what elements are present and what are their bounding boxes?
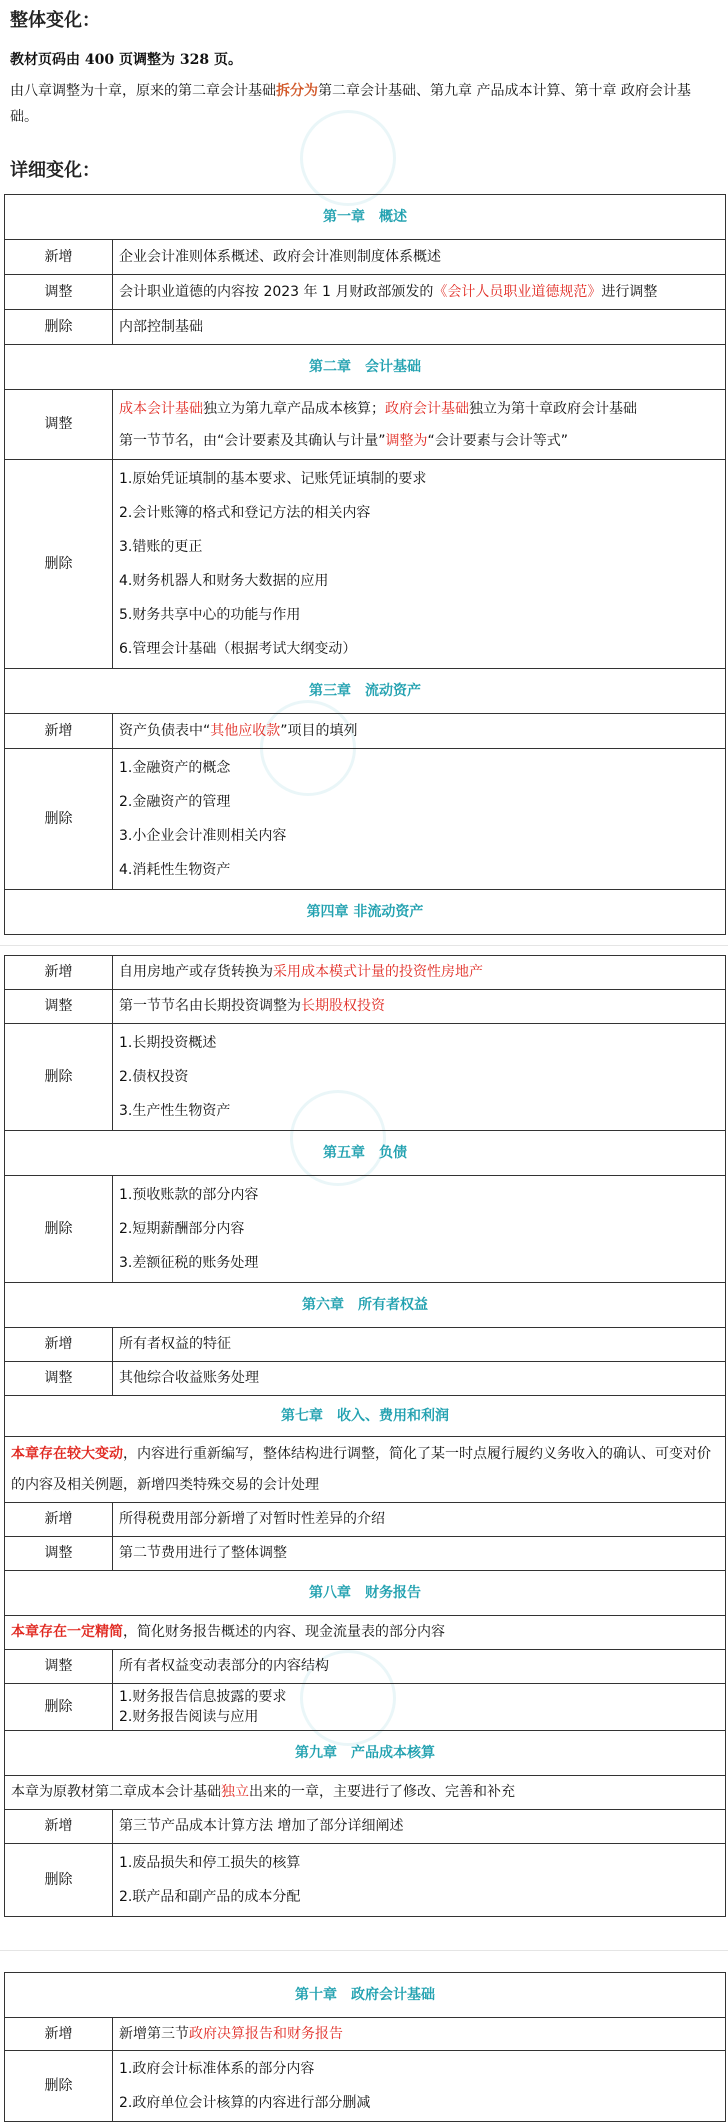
list-item: 3.差额征税的账务处理 — [119, 1255, 259, 1271]
label-delete: 删除 — [5, 1844, 113, 1917]
label-delete: 删除 — [5, 460, 113, 669]
list-item: 1.预收账款的部分内容 — [119, 1187, 259, 1203]
list-item: 3.错账的更正 — [119, 539, 203, 555]
text: 第一节节名，由“会计要素及其确认与计量” — [119, 432, 386, 449]
c7-adjust: 第二节费用进行了整体调整 — [113, 1537, 726, 1571]
heading-detail: 详细变化： — [10, 160, 100, 181]
page-break — [0, 945, 728, 946]
c2-adjust — [113, 390, 726, 460]
highlight: 采用成本模式计量的投资性房地产 — [273, 964, 483, 980]
change-table-1 — [4, 194, 726, 935]
text: ，简化财务报告概述的内容、现金流量表的部分内容 — [123, 1624, 445, 1640]
label-adjust: 调整 — [5, 1537, 113, 1571]
c4-delete-list — [113, 1024, 726, 1131]
c1-adjust — [113, 275, 726, 310]
label-add: 新增 — [5, 2018, 113, 2051]
list-item: 2.财务报告阅读与应用 — [119, 1709, 259, 1725]
label-adjust: 调整 — [5, 275, 113, 310]
list-item: 1.政府会计标准体系的部分内容 — [119, 2061, 315, 2077]
chapter-6-title: 第六章 所有者权益 — [5, 1283, 726, 1328]
chapter-9-title: 第九章 产品成本核算 — [5, 1731, 726, 1776]
chapter-10-title: 第十章 政府会计基础 — [5, 1973, 726, 2018]
list-item: 2.政府单位会计核算的内容进行部分删减 — [119, 2095, 371, 2111]
highlight: 拆分为 — [276, 83, 318, 99]
c8-note — [5, 1616, 726, 1650]
c4-add — [113, 956, 726, 990]
list-item: 1.长期投资概述 — [119, 1035, 217, 1051]
change-table-3 — [4, 1972, 726, 2122]
label-add: 新增 — [5, 714, 113, 749]
c9-note — [5, 1776, 726, 1810]
list-item: 5.财务共享中心的功能与作用 — [119, 607, 301, 623]
c9-add: 第三节产品成本计算方法 增加了部分详细阐述 — [113, 1810, 726, 1844]
list-item: 2.会计账簿的格式和登记方法的相关内容 — [119, 505, 371, 521]
list-item: 2.短期薪酬部分内容 — [119, 1221, 245, 1237]
pages-line: 教材页码由 400 页调整为 328 页。 — [10, 52, 242, 68]
highlight: 调整为 — [385, 432, 428, 449]
label-add: 新增 — [5, 240, 113, 275]
text: 进行调整 — [601, 283, 658, 300]
label-add: 新增 — [5, 1328, 113, 1362]
heading-overall: 整体变化： — [10, 10, 100, 31]
highlight: 《会计人员职业道德规范》 — [433, 283, 602, 300]
label-delete: 删除 — [5, 1024, 113, 1131]
text: ”项目的填列 — [280, 722, 358, 739]
c7-add: 所得税费用部分新增了对暂时性差异的介绍 — [113, 1503, 726, 1537]
text: 新增第三节 — [119, 2025, 189, 2042]
list-item: 4.财务机器人和财务大数据的应用 — [119, 573, 329, 589]
label-adjust: 调整 — [5, 1362, 113, 1396]
text: 独立为第九章产品成本核算； — [203, 400, 385, 417]
highlight: 长期股权投资 — [301, 998, 385, 1014]
chapter-2-title: 第二章 会计基础 — [5, 345, 726, 390]
c3-delete-list — [113, 749, 726, 890]
label-delete: 删除 — [5, 1684, 113, 1731]
list-item: 1.废品损失和停工损失的核算 — [119, 1855, 301, 1871]
chapter-5-title: 第五章 负债 — [5, 1131, 726, 1176]
chapter-4-title: 第四章 非流动资产 — [5, 890, 726, 935]
list-item: 2.联产品和副产品的成本分配 — [119, 1889, 301, 1905]
text: 由八章调整为十章，原来的第二章会计基础 — [10, 83, 276, 99]
chapter-1-title: 第一章 概述 — [5, 195, 726, 240]
text: 本章为原教材第二章成本会计基础 — [11, 1784, 221, 1800]
highlight: 独立 — [221, 1784, 249, 1800]
text: 会计职业道德的内容按 2023 年 1 月财政部颁发的 — [119, 283, 434, 300]
change-table-2 — [4, 955, 726, 1917]
text: 资产负债表中“ — [119, 722, 211, 739]
c5-delete-list — [113, 1176, 726, 1283]
highlight: 政府会计基础 — [385, 400, 469, 417]
list-item: 1.原始凭证填制的基本要求、记账凭证填制的要求 — [119, 471, 427, 487]
highlight: 本章存在一定精简 — [11, 1624, 123, 1640]
c6-adjust: 其他综合收益账务处理 — [113, 1362, 726, 1396]
list-item: 6.管理会计基础（根据考试大纲变动） — [119, 641, 357, 657]
list-item: 4.消耗性生物资产 — [119, 862, 231, 878]
label-adjust: 调整 — [5, 990, 113, 1024]
c9-delete-list — [113, 1844, 726, 1917]
text: 第一节节名由长期投资调整为 — [119, 998, 301, 1014]
list-item: 2.金融资产的管理 — [119, 794, 231, 810]
c7-note — [5, 1437, 726, 1503]
highlight: 其他应收款 — [210, 722, 281, 739]
c2-delete-list — [113, 460, 726, 669]
c10-delete-list — [113, 2051, 726, 2122]
text: 自用房地产或存货转换为 — [119, 964, 273, 980]
label-delete: 删除 — [5, 1176, 113, 1283]
chapter-8-title: 第八章 财务报告 — [5, 1571, 726, 1616]
label-adjust: 调整 — [5, 1650, 113, 1684]
label-add: 新增 — [5, 1503, 113, 1537]
c8-delete-list — [113, 1684, 726, 1731]
page-break — [0, 1950, 728, 1951]
highlight: 政府决算报告和财务报告 — [189, 2025, 343, 2042]
c8-adjust: 所有者权益变动表部分的内容结构 — [113, 1650, 726, 1684]
list-item: 2.债权投资 — [119, 1069, 189, 1085]
list-item: 3.生产性生物资产 — [119, 1103, 231, 1119]
c10-add — [113, 2018, 726, 2051]
label-delete: 删除 — [5, 310, 113, 345]
c6-add: 所有者权益的特征 — [113, 1328, 726, 1362]
highlight: 本章存在较大变动 — [11, 1445, 123, 1462]
c1-add: 企业会计准则体系概述、政府会计准则制度体系概述 — [113, 240, 726, 275]
label-delete: 删除 — [5, 749, 113, 890]
text: “会计要素与会计等式” — [427, 432, 569, 449]
list-item: 1.财务报告信息披露的要求 — [119, 1689, 287, 1705]
c4-adjust — [113, 990, 726, 1024]
label-add: 新增 — [5, 1810, 113, 1844]
text: 第二章会计基础、第九章 产品成本计算、第十章 政府会计基础。 — [10, 83, 691, 125]
chapter-7-title: 第七章 收入、费用和利润 — [5, 1396, 726, 1437]
c1-delete: 内部控制基础 — [113, 310, 726, 345]
label-delete: 删除 — [5, 2051, 113, 2122]
chapters-line — [10, 78, 718, 130]
label-adjust: 调整 — [5, 390, 113, 460]
highlight: 成本会计基础 — [119, 400, 203, 417]
text: 出来的一章，主要进行了修改、完善和补充 — [249, 1784, 515, 1800]
label-add: 新增 — [5, 956, 113, 990]
chapter-3-title: 第三章 流动资产 — [5, 669, 726, 714]
text: 独立为第十章政府会计基础 — [469, 400, 637, 417]
text: ，内容进行重新编写，整体结构进行调整，简化了某一时点履行履约义务收入的确认、可变对价的内容及相关例题，新增四类特殊交易的会计处理 — [11, 1445, 711, 1493]
list-item: 1.金融资产的概念 — [119, 760, 231, 776]
list-item: 3.小企业会计准则相关内容 — [119, 828, 287, 844]
c3-add — [113, 714, 726, 749]
